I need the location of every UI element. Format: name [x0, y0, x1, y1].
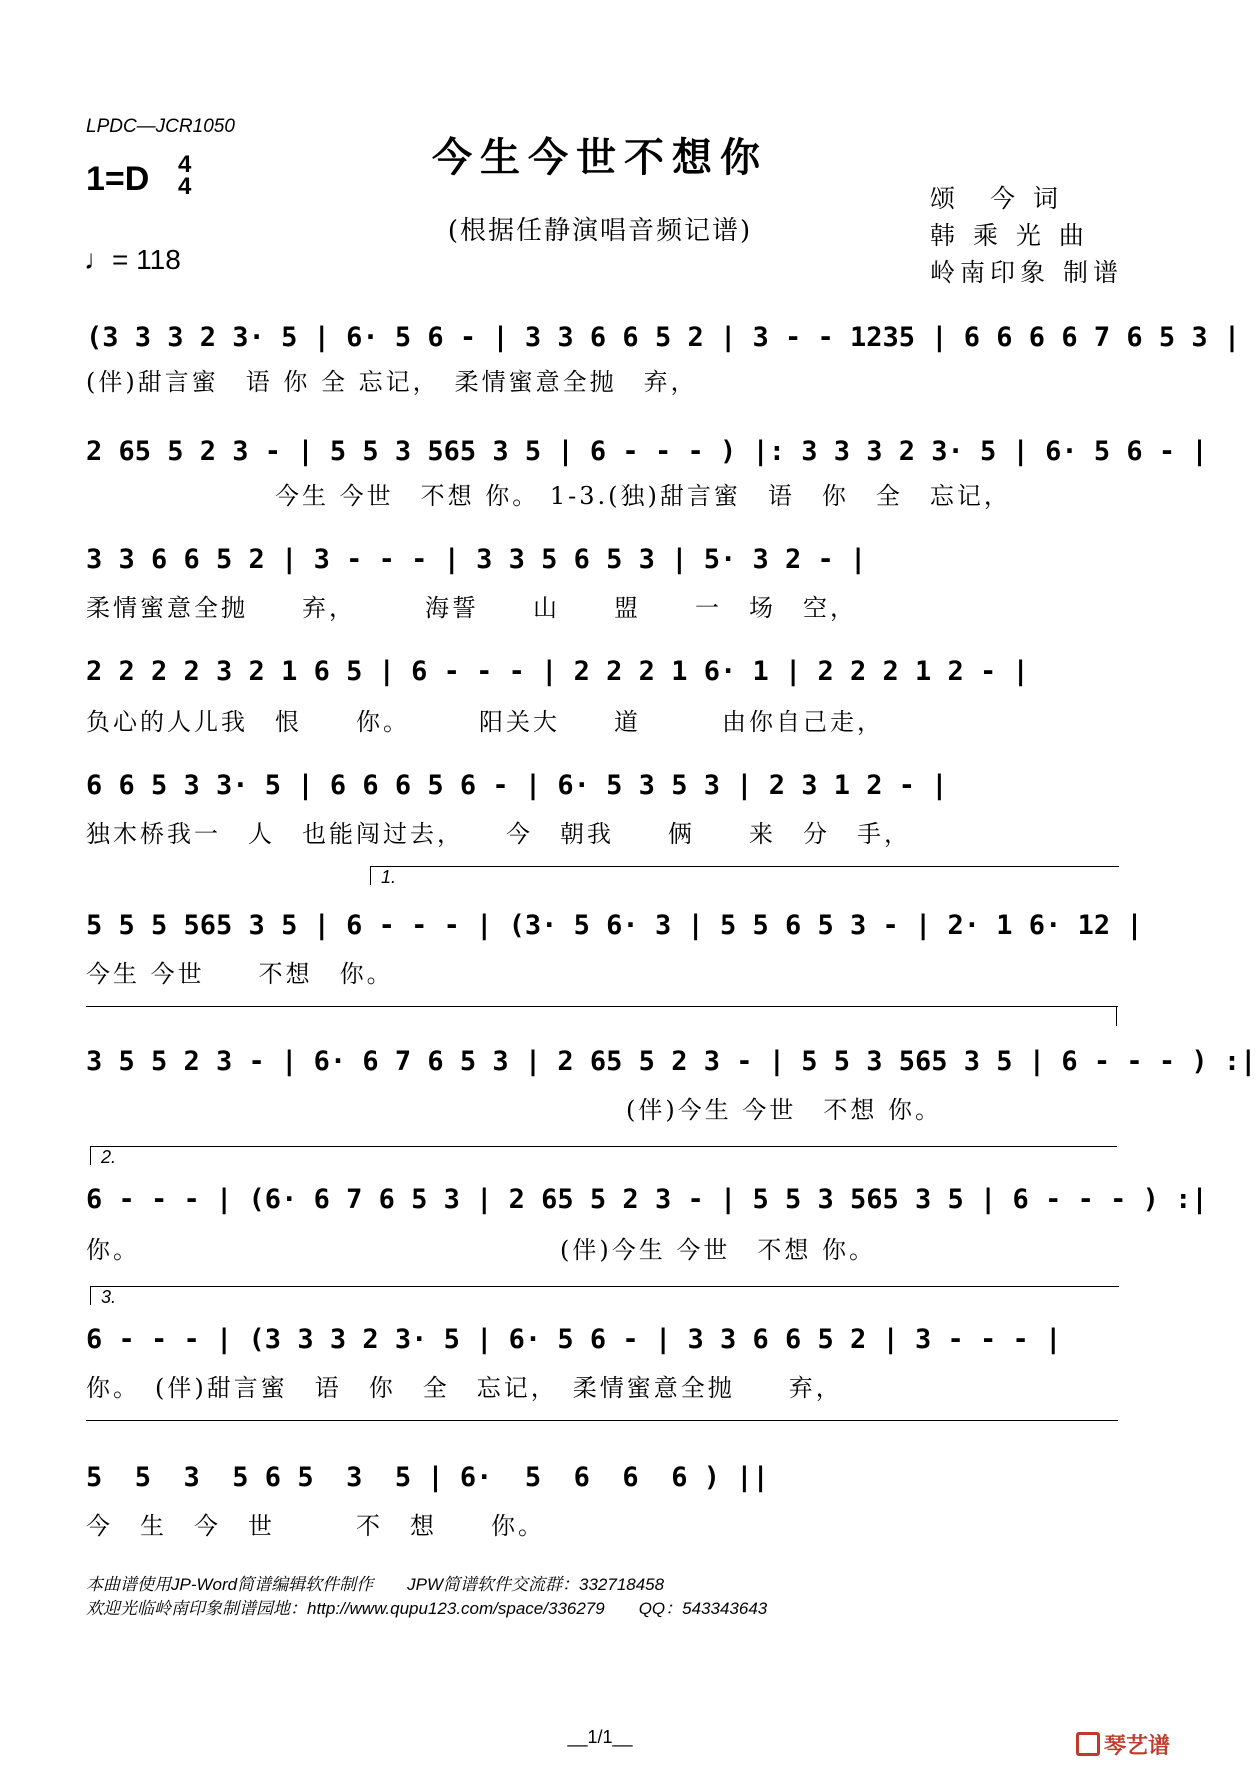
lyrics-line-3: 柔情蜜意全抛 弃， 海誓 山 盟 一 场 空， [86, 594, 857, 622]
volta-label-3: 3. [101, 1287, 117, 1307]
volta-label-1: 1. [381, 867, 397, 887]
notation-line-10: 5 5 3 5 6 5 3 5 | 6· 5 6 6 6 ) || [86, 1462, 769, 1493]
footer-website-note: 欢迎光临岭南印象制谱园地：http://www.qupu123.com/space/336279 QQ：543343643 [86, 1599, 768, 1618]
volta-continuation-line [86, 1006, 1118, 1007]
volta-end-tick [1116, 1006, 1117, 1026]
page-number: __1/1__ [567, 1727, 633, 1747]
key-signature: 1=D [86, 160, 150, 198]
notation-line-6: 5 5 5 565 3 5 | 6 - - - | (3· 5 6· 3 | 5 5 6 5 3 - | 2· 1 6· 12 | [86, 910, 1143, 941]
lyrics-line-6: 今生 今世 不想 你。 [86, 960, 394, 988]
notation-line-1: (3 3 3 2 3· 5 | 6· 5 6 - | 3 3 6 6 5 2 | 3 - - 1235 | 6 6 6 6 7 6 5 3 | [86, 322, 1241, 353]
lyricist-credit: 颂 今 词 [930, 184, 1063, 213]
volta-continuation-line-3 [86, 1420, 1118, 1421]
lyrics-line-5: 独木桥我一 人 也能闯过去， 今 朝我 俩 来 分 手， [86, 820, 911, 848]
song-subtitle: (根据任静演唱音频记谱) [447, 216, 753, 246]
lyrics-line-8: 你。 (伴)今生 今世 不想 你。 [86, 1236, 876, 1264]
logo-mark-icon [1076, 1732, 1100, 1756]
time-numerator: 4 [178, 151, 192, 178]
time-signature [178, 151, 192, 200]
notation-line-3: 3 3 6 6 5 2 | 3 - - - | 3 3 5 6 5 3 | 5· 3 2 - | [86, 544, 867, 575]
lyrics-line-4: 负心的人儿我 恨 你。 阳关大 道 由你自己走， [86, 708, 884, 736]
credits [930, 180, 1123, 291]
lyrics-line-10: 今 生 今 世 不 想 你。 [86, 1512, 545, 1540]
notation-line-9: 6 - - - | (3 3 3 2 3· 5 | 6· 5 6 - | 3 3 6 6 5 2 | 3 - - - | [86, 1324, 1062, 1355]
lyrics-line-9: 你。 (伴)甜言蜜 语 你 全 忘记， 柔情蜜意全抛 弃， [86, 1374, 843, 1402]
time-denominator: 4 [178, 173, 192, 200]
transcriber-credit: 岭南印象 制谱 [930, 258, 1123, 287]
notation-line-2: 2 65 5 2 3 - | 5 5 3 565 3 5 | 6 - - - ) |: 3 3 3 2 3· 5 | 6· 5 6 - | [86, 436, 1208, 467]
notation-line-8: 6 - - - | (6· 6 7 6 5 3 | 2 65 5 2 3 - | 5 5 3 565 3 5 | 6 - - - ) :| [86, 1184, 1208, 1215]
volta-bracket-3 [90, 1286, 1119, 1305]
tempo-marking: ♩= 118 [84, 244, 181, 275]
lyrics-line-2: 今生 今世 不想 你。 1-3.(独)甜言蜜 语 你 全 忘记， [86, 482, 1011, 510]
logo-text: 琴艺谱 [1104, 1733, 1171, 1758]
footer-software-note: 本曲谱使用JP-Word简谱编辑软件制作 JPW简谱软件交流群：332718458 [86, 1575, 665, 1594]
volta-label-2: 2. [101, 1147, 117, 1167]
notation-line-4: 2 2 2 2 3 2 1 6 5 | 6 - - - | 2 2 2 1 6· 1 | 2 2 2 1 2 - | [86, 656, 1029, 687]
score-code: LPDC—JCR1050 [86, 116, 235, 137]
lyrics-line-1: (伴)甜言蜜 语 你 全 忘记， 柔情蜜意全抛 弃， [86, 368, 698, 396]
site-logo [1076, 1729, 1170, 1760]
lyrics-line-7: (伴)今生 今世 不想 你。 [86, 1096, 942, 1124]
song-title: 今生今世不想你 [432, 134, 768, 181]
volta-bracket-2 [90, 1146, 1117, 1165]
composer-credit: 韩 乘 光 曲 [930, 221, 1089, 250]
notation-line-7: 3 5 5 2 3 - | 6· 6 7 6 5 3 | 2 65 5 2 3 - | 5 5 3 565 3 5 | 6 - - - ) :| [86, 1046, 1256, 1077]
notation-line-5: 6 6 5 3 3· 5 | 6 6 6 5 6 - | 6· 5 3 5 3 | 2 3 1 2 - | [86, 770, 948, 801]
volta-bracket-1 [370, 866, 1119, 885]
